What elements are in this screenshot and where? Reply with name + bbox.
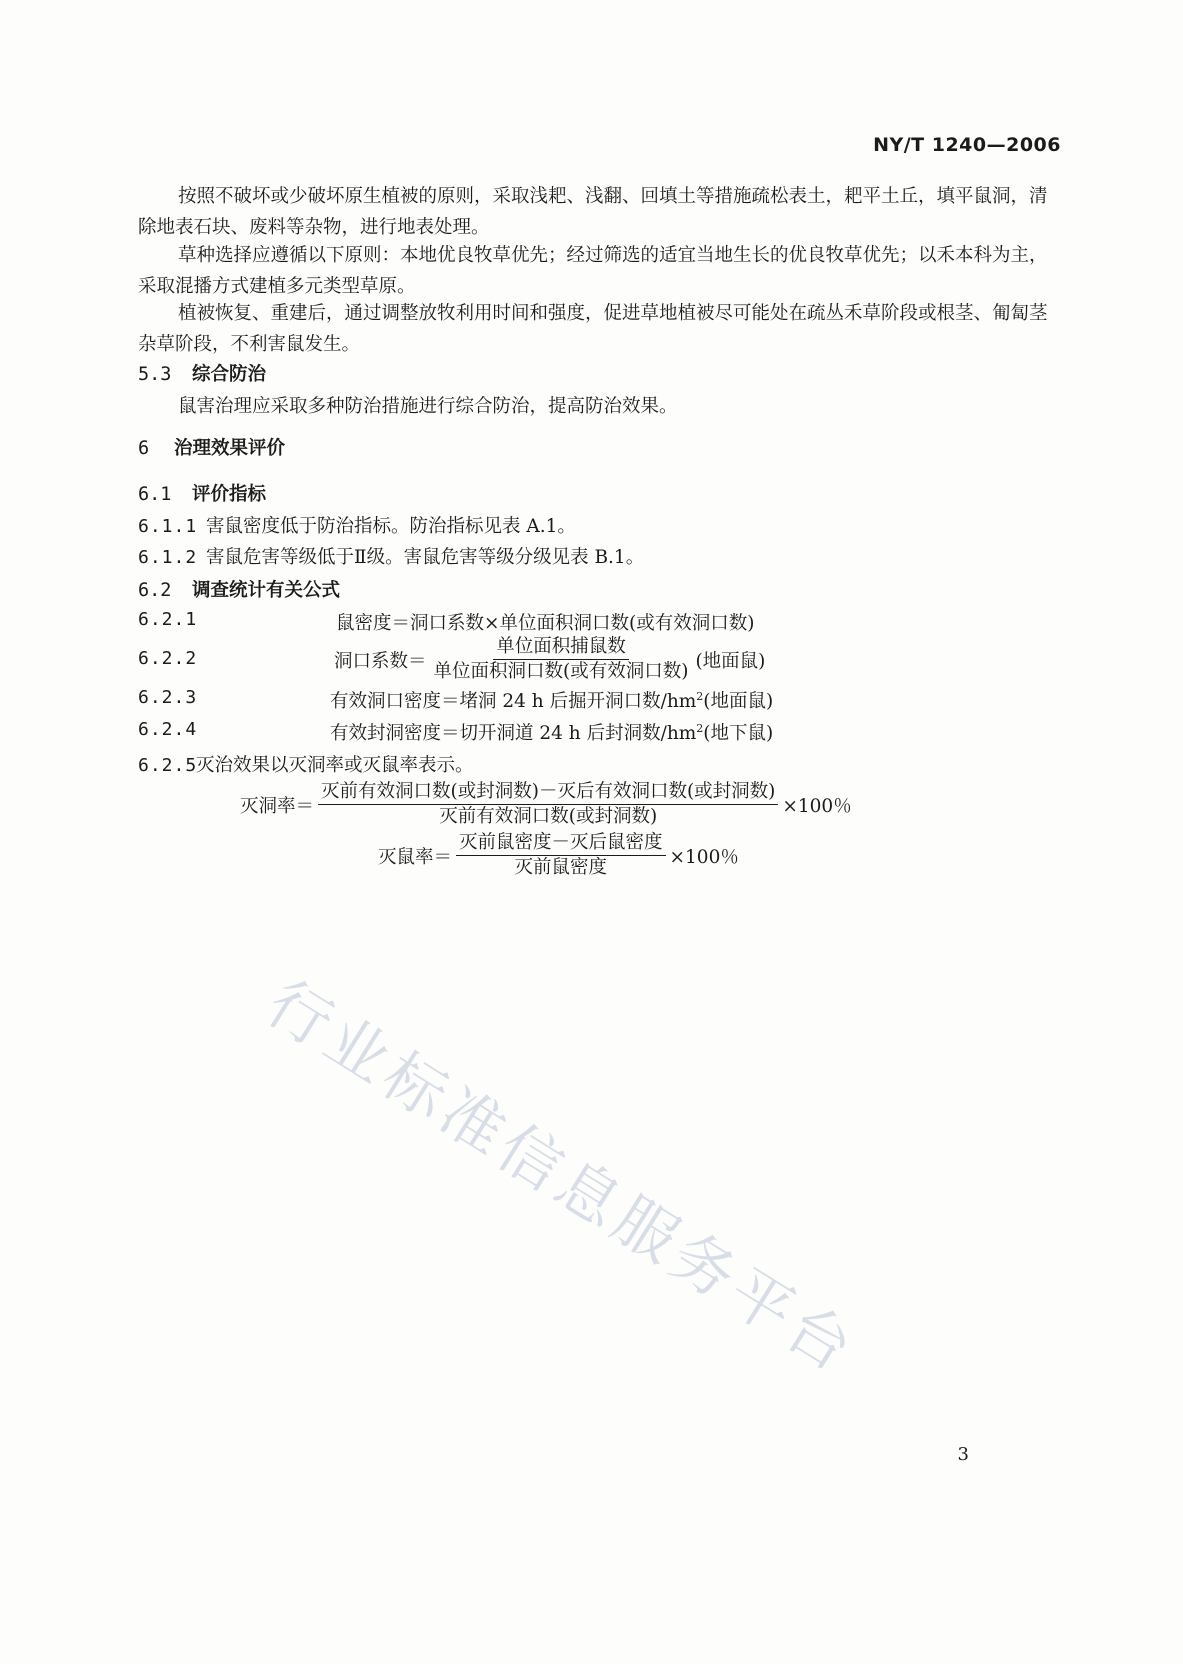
formula-rat-density: 鼠密度＝洞口系数×单位面积洞口数(或有效洞口数)	[336, 613, 755, 634]
section-title: 综合防治	[192, 364, 267, 385]
formula-effective-hole-density	[330, 687, 773, 713]
fraction-denominator: 单位面积洞口数(或有效洞口数)	[433, 661, 689, 682]
clause-6-1-2	[138, 543, 644, 569]
clause-number: 6.2.5	[138, 755, 198, 776]
section-title: 评价指标	[192, 484, 267, 505]
section-number: 5.3	[138, 364, 172, 385]
fraction	[318, 781, 778, 828]
standard-code: NY/T 1240—2006	[873, 134, 1061, 156]
formula-suffix: (地面鼠)	[695, 650, 766, 672]
section-6-1-heading	[138, 480, 266, 506]
formula-superscript: 2	[696, 721, 704, 735]
section-5-3-text: 鼠害治理应采取多种防治措施进行综合防治，提高防治效果。	[178, 396, 678, 417]
clause-6-1-1	[138, 512, 576, 538]
clause-text: 灭治效果以灭洞率或灭鼠率表示。	[196, 755, 474, 776]
section-5-3-heading	[138, 360, 266, 386]
section-title: 调查统计有关公式	[192, 580, 341, 601]
formula-suffix: ×100％	[669, 846, 739, 868]
formula-text-suffix: (地面鼠)	[703, 691, 774, 712]
section-number: 6.2	[138, 580, 172, 601]
paragraph-vegetation-recovery: 植被恢复、重建后，通过调整放牧利用时间和强度，促进草地植被尽可能处在疏丛禾草阶段或根茎、匍匐茎杂草阶段，不利害鼠发生。	[138, 303, 1048, 355]
clause-6-2-4-number: 6.2.4	[138, 719, 198, 740]
page-number: 3	[957, 1444, 969, 1465]
fraction-denominator: 灭前有效洞口数(或封洞数)	[439, 806, 658, 827]
formula-rat-kill-rate	[378, 832, 739, 879]
formula-superscript: 2	[696, 689, 704, 703]
watermark: 行业标准信息服务平台	[254, 966, 870, 1389]
formula-text: 有效封洞密度＝切开洞道 24 h 后封洞数/hm	[330, 723, 697, 744]
clause-text: 害鼠危害等级低于Ⅱ级。害鼠危害等级分级见表 B.1。	[206, 547, 645, 568]
paragraph-grass-selection: 草种选择应遵循以下原则：本地优良牧草优先；经过筛选的适宜当地生长的优良牧草优先；以禾本科为主，采取混播方式建植多元类型草原。	[138, 245, 1048, 297]
section-title: 治理效果评价	[174, 438, 286, 459]
fraction-numerator: 灭前有效洞口数(或封洞数)－灭后有效洞口数(或封洞数)	[318, 781, 778, 805]
clause-6-2-5	[138, 751, 474, 777]
clause-text: 害鼠密度低于防治指标。防治指标见表 A.1。	[206, 516, 576, 537]
formula-hole-kill-rate	[240, 781, 852, 828]
formula-hole-coefficient	[334, 636, 765, 683]
formula-text-suffix: (地下鼠)	[703, 723, 774, 744]
clause-6-2-2-number: 6.2.2	[138, 648, 198, 669]
clause-6-2-3-number: 6.2.3	[138, 687, 198, 708]
formula-lhs: 灭鼠率＝	[378, 846, 453, 868]
fraction	[431, 636, 692, 683]
formula-effective-sealing-density	[330, 719, 773, 745]
section-6-2-heading	[138, 576, 340, 602]
formula-suffix: ×100％	[782, 795, 852, 817]
clause-6-2-1-number: 6.2.1	[138, 609, 198, 630]
section-6-heading	[138, 434, 285, 460]
fraction	[456, 832, 666, 879]
formula-lhs: 灭洞率＝	[240, 795, 315, 817]
fraction-numerator: 单位面积捕鼠数	[493, 636, 629, 660]
section-number: 6	[138, 438, 150, 459]
paragraph-surface-treatment: 按照不破坏或少破坏原生植被的原则，采取浅耙、浅翻、回填土等措施疏松表土，耙平土丘，填平鼠洞，清除地表石块、废料等杂物，进行地表处理。	[138, 186, 1048, 238]
section-number: 6.1	[138, 484, 172, 505]
formula-text: 有效洞口密度＝堵洞 24 h 后掘开洞口数/hm	[330, 691, 697, 712]
formula-lhs: 洞口系数＝	[334, 650, 427, 672]
clause-number: 6.1.2	[138, 547, 198, 568]
fraction-numerator: 灭前鼠密度－灭后鼠密度	[456, 832, 666, 856]
clause-number: 6.1.1	[138, 516, 198, 537]
fraction-denominator: 灭前鼠密度	[514, 857, 608, 878]
